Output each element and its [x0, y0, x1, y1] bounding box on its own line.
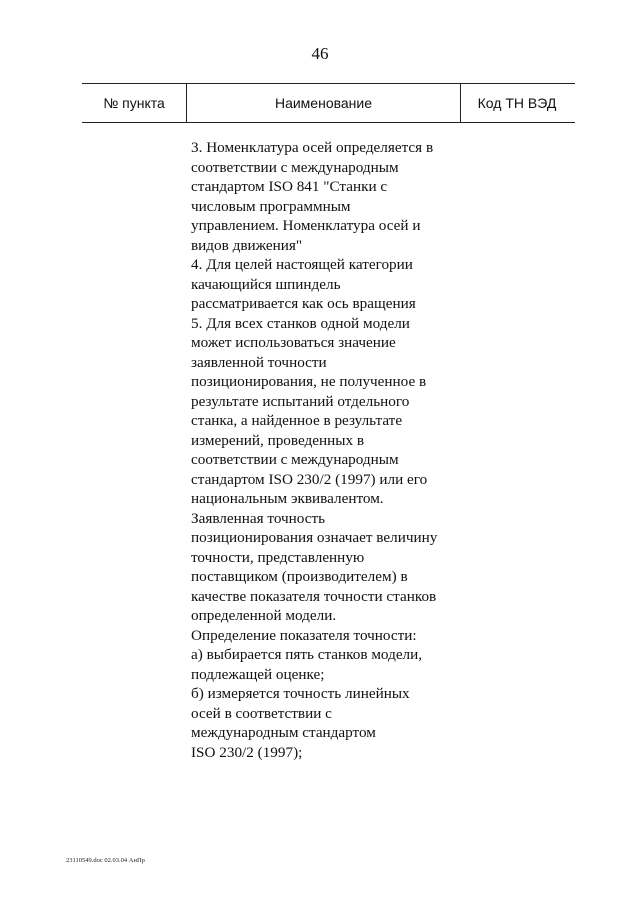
text-line: а) выбирается пять станков модели,: [191, 646, 423, 663]
text-line: подлежащей оценке;: [191, 665, 325, 683]
text-line: Заявленная точность: [191, 509, 326, 527]
text-line: рассматривается как ось вращения: [191, 295, 416, 312]
table-header: [82, 83, 575, 123]
text-line: соответствии с международным: [191, 158, 399, 176]
text-line: заявленной точности: [191, 353, 327, 371]
text-line: национальным эквивалентом.: [191, 490, 384, 507]
text-line: позиционирования, не полученное в: [191, 373, 427, 390]
text-line: позиционирования означает величину: [191, 529, 438, 546]
footer-document-code: 23110549.doc 02.03.04 АнПр: [66, 857, 145, 864]
page-number: 46: [311, 44, 329, 63]
column-header-code: Код ТН ВЭД: [477, 95, 557, 111]
text-line: соответствии с международным: [191, 451, 399, 468]
text-line: Определение показателя точности:: [191, 626, 417, 644]
text-line: может использоваться значение: [191, 334, 396, 351]
text-line: 5. Для всех станков одной модели: [191, 314, 410, 332]
text-line: определенной модели.: [191, 607, 337, 624]
text-line: числовым программным: [191, 197, 351, 215]
text-line: управлением. Номенклатура осей и: [191, 217, 421, 234]
text-line: международным стандартом: [191, 724, 376, 741]
text-line: ISO 230/2 (1997);: [191, 743, 303, 761]
text-line: б) измеряется точность линейных: [191, 685, 410, 702]
text-line: результате испытаний отдельного: [191, 392, 410, 410]
text-line: 4. Для целей настоящей категории: [191, 256, 413, 273]
column-header-name: Наименование: [186, 84, 461, 122]
text-line: 3. Номенклатура осей определяется в: [191, 139, 434, 156]
text-line: видов движения": [191, 236, 303, 254]
text-line: стандартом ISO 230/2 (1997) или его: [191, 470, 428, 488]
text-line: качающийся шпиндель: [191, 275, 341, 293]
text-line: качестве показателя точности станков: [191, 587, 437, 605]
text-line: станка, а найденное в результате: [191, 412, 403, 429]
text-line: осей в соответствии с: [191, 704, 332, 722]
text-line: поставщиком (производителем) в: [191, 568, 408, 585]
text-line: стандартом ISO 841 "Станки с: [191, 178, 388, 195]
text-line: точности, представленную: [191, 548, 365, 566]
name-column-text: [191, 138, 461, 762]
text-line: измерений, проведенных в: [191, 431, 365, 449]
column-header-item-number: № пункта: [103, 95, 165, 111]
